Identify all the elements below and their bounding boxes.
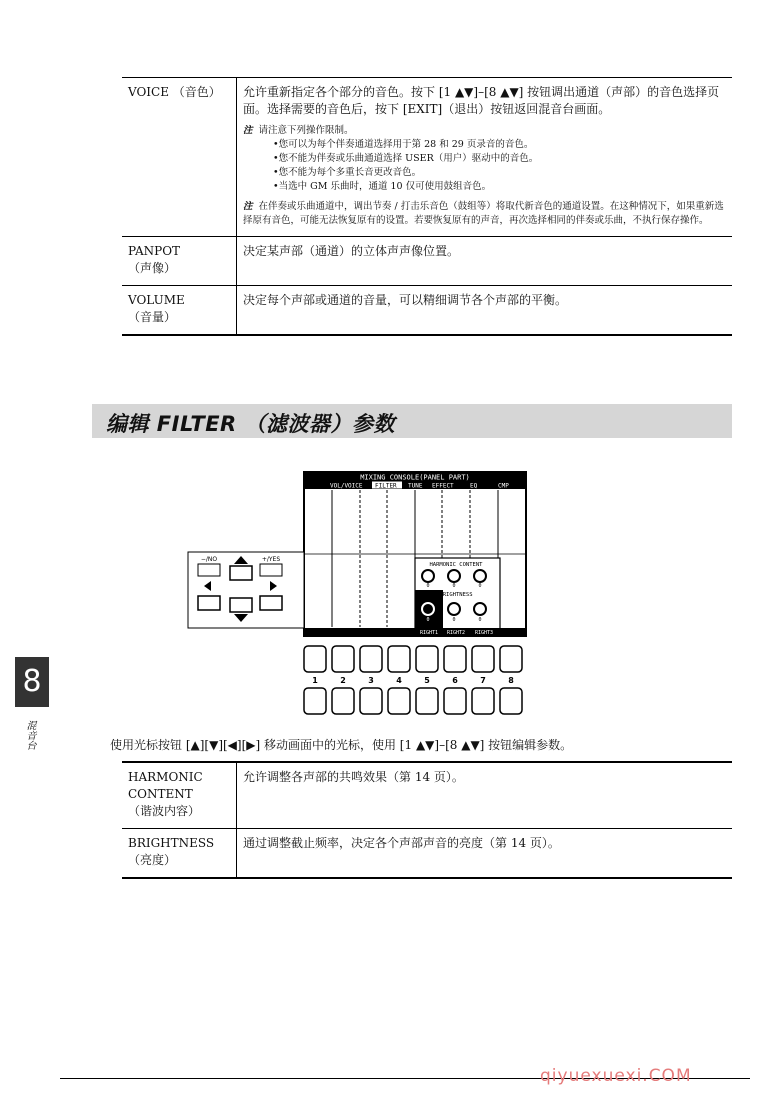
note-icon: 注: [243, 201, 253, 212]
button-number: 3: [368, 676, 374, 685]
note-item: •您不能为每个多重长音更改音色。: [273, 167, 422, 178]
button-5-up[interactable]: [416, 646, 438, 672]
note-drum-voice: [243, 200, 726, 228]
part-label: RIGHT2: [446, 630, 466, 636]
brightness-label: BRIGHTNESS: [439, 592, 473, 598]
button-7-up[interactable]: [472, 646, 494, 672]
knob-value: 0: [452, 617, 456, 623]
knob-harmonic-6[interactable]: [448, 570, 460, 582]
screen-title: MIXING CONSOLE(PANEL PART): [360, 473, 470, 482]
table-row-panpot: [122, 237, 732, 286]
term-harmonic-content: HARMONIC CONTENT （谐波内容）: [122, 762, 237, 829]
note-item: •当选中 GM 乐曲时，通道 10 仅可使用鼓组音色。: [273, 181, 492, 192]
note-title: 请注意下列操作限制。: [258, 125, 354, 136]
button-1-up[interactable]: [304, 646, 326, 672]
knob-harmonic-5[interactable]: [422, 570, 434, 582]
desc-brightness: 通过调整截止频率，决定各个声部声音的亮度（第 14 页）。: [243, 836, 560, 850]
button-7-down[interactable]: [472, 688, 494, 714]
chapter-label: 混音台: [24, 720, 35, 750]
button-3-down[interactable]: [360, 688, 382, 714]
cursor-up-button[interactable]: [230, 566, 252, 580]
desc-volume: 决定每个声部或通道的音量，可以精细调节各个声部的平衡。: [243, 293, 568, 307]
chapter-tab: 8: [15, 657, 49, 707]
button-8-up[interactable]: [500, 646, 522, 672]
button-number: 1: [312, 676, 318, 685]
knob-value: 0: [478, 617, 482, 623]
term-volume: VOLUME （音量）: [122, 286, 237, 336]
knob-value: 0: [452, 583, 456, 589]
knob-value: 0: [426, 583, 430, 589]
button-number: 6: [452, 676, 458, 685]
desc-harmonic-content: 允许调整各声部的共鸣效果（第 14 页）。: [243, 770, 464, 784]
cursor-right-button[interactable]: [260, 596, 282, 610]
button-2-up[interactable]: [332, 646, 354, 672]
button-5-down[interactable]: [416, 688, 438, 714]
button-number: 7: [480, 676, 486, 685]
knob-brightness-7[interactable]: [474, 603, 486, 615]
term-brightness: BRIGHTNESS （亮度）: [122, 829, 237, 879]
term-voice: VOICE （音色）: [122, 78, 237, 237]
parameter-table-filter: [122, 761, 732, 879]
desc-panpot: 决定某声部（通道）的立体声声像位置。: [243, 244, 460, 258]
knob-value: 0: [426, 617, 430, 623]
plus-yes-label: +/YES: [261, 556, 281, 563]
cursor-down-button[interactable]: [230, 598, 252, 612]
watermark: qiyuexuexi.COM: [540, 1066, 692, 1086]
minus-no-label: −/NO: [200, 556, 218, 563]
instruction-text: 使用光标按钮 [▲][▼][◀][▶] 移动画面中的光标，使用 [1 ▲▼]–[8 ▲▼] 按钮编辑参数。: [110, 738, 573, 752]
button-number: 8: [508, 676, 514, 685]
part-label: RIGHT3: [474, 630, 494, 636]
parameter-table-mixing: [122, 77, 732, 336]
note-item: •您不能为伴奏或乐曲通道选择 USER（用户）驱动中的音色。: [273, 153, 539, 164]
tab-filter[interactable]: FILTER: [375, 482, 397, 490]
section-title: 编辑 FILTER （滤波器）参数: [106, 412, 396, 436]
cursor-left-button[interactable]: [198, 596, 220, 610]
note-restrictions: [243, 124, 726, 194]
tab-vol-voice[interactable]: VOL/VOICE: [330, 482, 363, 490]
button-4-down[interactable]: [388, 688, 410, 714]
minus-no-button[interactable]: [198, 564, 220, 576]
table-row-voice: [122, 78, 732, 237]
knob-harmonic-7[interactable]: [474, 570, 486, 582]
plus-yes-button[interactable]: [260, 564, 282, 576]
term-panpot: PANPOT （声像）: [122, 237, 237, 286]
button-number: 5: [424, 676, 430, 685]
tab-tune[interactable]: TUNE: [408, 482, 423, 490]
tab-cmp[interactable]: CMP: [498, 482, 509, 490]
note-item: •您可以为每个伴奏通道选择用于第 28 和 29 页录音的音色。: [273, 139, 534, 150]
number-buttons: [300, 644, 525, 719]
button-6-up[interactable]: [444, 646, 466, 672]
button-1-down[interactable]: [304, 688, 326, 714]
note-text: 在伴奏或乐曲通道中，调出节奏 / 打击乐音色（鼓组等）将取代新音色的通道设置。在这种情况下，如果重新选择原有音色，可能无法恢复原有的设置。若要恢复原有的声音，再次选择相同的伴奏或乐曲，不执行保存操作。: [243, 201, 724, 226]
harmonic-content-label: HARMONIC CONTENT: [429, 562, 483, 568]
table-row-brightness: [122, 829, 732, 879]
tab-effect[interactable]: EFFECT: [432, 482, 454, 490]
knob-value: 0: [478, 583, 482, 589]
button-4-up[interactable]: [388, 646, 410, 672]
note-icon: 注: [243, 125, 253, 136]
part-label: RIGHT1: [419, 630, 439, 636]
knob-brightness-6[interactable]: [448, 603, 460, 615]
knob-brightness-5[interactable]: [422, 603, 434, 615]
section-header: [92, 404, 732, 438]
button-6-down[interactable]: [444, 688, 466, 714]
button-number: 2: [340, 676, 346, 685]
table-row-volume: [122, 286, 732, 336]
button-3-up[interactable]: [360, 646, 382, 672]
tab-eq[interactable]: EQ: [470, 482, 478, 490]
table-row-harmonic: [122, 762, 732, 829]
voice-description: 允许重新指定各个部分的音色。按下 [1 ▲▼]–[8 ▲▼] 按钮调出通道（声部）的音色选择页面。选择需要的音色后，按下 [EXIT]（退出）按钮返回混音台画面。: [243, 85, 720, 116]
button-2-down[interactable]: [332, 688, 354, 714]
button-8-down[interactable]: [500, 688, 522, 714]
button-number: 4: [396, 676, 402, 685]
desc-voice: [237, 78, 733, 237]
